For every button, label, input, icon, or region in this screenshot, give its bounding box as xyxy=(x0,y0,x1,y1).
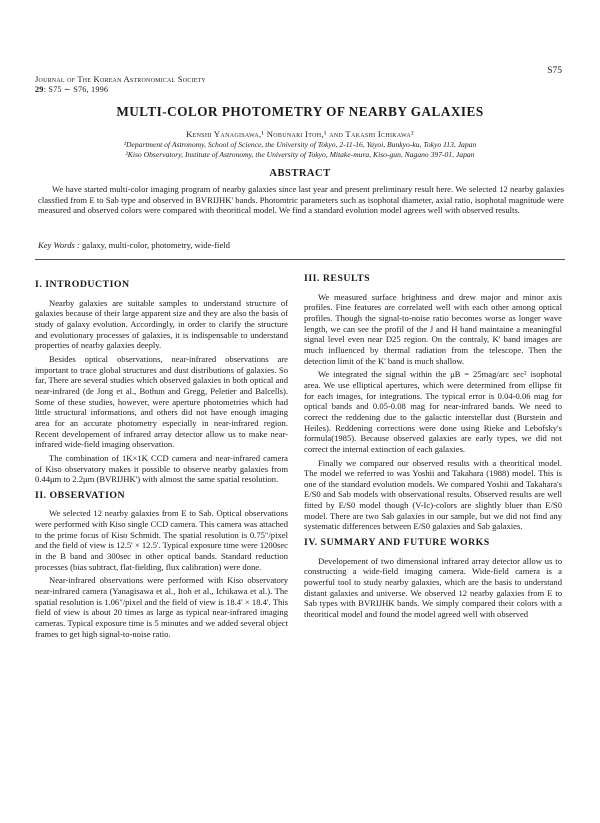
paragraph: Besides optical observations, near-infrared observations are important to trace global structures and dust distributions of galaxies. So far, There are several studies which observed galaxies in both optical and near-infrared (de Jong et al., Bothun and Gregg, Peletier and Balcells). Some of these studies, however, were aperture photometries which had little structural informations, and others did not have enough imaging area for an accurate photometry especially in near-infrared region. Recent developement of infrared array detector allow us to make near-infrared wide-field imaging observation. xyxy=(35,353,288,450)
affiliation-2: ²Kiso Observatory, Institute of Astronomy, the University of Tokyo, Mitake-mura, Kiso-gun, Nagano 397-01, Japan xyxy=(125,150,475,159)
right-column xyxy=(304,274,562,623)
paragraph: Nearby galaxies are suitable samples to understand structure of galaxies because of their large apparent size and they are also the basis of study of galaxy evolution. Accordingly, in order to clarify the structure and evolutionary processes of galaxies, it is indispensable to understand properties of nearby galaxies deeply. xyxy=(35,297,288,351)
journal-pages: : S75 ∼ S76, 1996 xyxy=(43,84,109,94)
paragraph: The combination of 1K×1K CCD camera and near-infrared camera of Kiso observatory makes it possible to observe nearby galaxies from 0.44μm to 2.2μm (BVRIJHK') with almost the same spatial resolution. xyxy=(35,452,288,485)
left-column xyxy=(35,274,288,642)
section-heading-summary: IV. SUMMARY AND FUTURE WORKS xyxy=(304,537,490,549)
journal-volume: 29 xyxy=(35,84,44,94)
paragraph: We measured surface brightness and drew major and minor axis profiles. Fine features are correlated well with each other among optical profiles. Though the signal-to-noise ratio becomes worse as longer wave length, we can see the profil of the J and H band maintaine a meaningful signal level even near D25 region. On the contraly, K' band images are much influenced by thermal radiation from the telescope. Then the detection limit of the K' band is much shallow. xyxy=(304,291,562,366)
abstract-text: We have started multi-color imaging program of nearby galaxies since last year and present preliminary result here. We selected 12 nearby galaxies classfied from E to Sab type and observed in BVRIJHK' bands. Photomtric parameters such as isophotal diameter, axial ratio, isophotal magnitude were measured and observed colors were compared with theoritical model. We find a standard evolution model agrees well with observed results. xyxy=(38,184,564,216)
keywords-text: galaxy, multi-color, photometry, wide-field xyxy=(79,240,230,250)
page-number: S75 xyxy=(547,66,562,76)
paragraph: Near-infrared observations were performed with Kiso observatory near-infrared camera (Yanagisawa et al., Itoh et al., Ichikawa et al.). The spatial resolution is 1.06"/pixel and the field of view is 18.4' × 18.4'. This field of view is about 20 times as large as typical near-infrared imaging cameras. Typical exposure time is 5 minutes and we added several object frames to get high signal-to-noise ratio. xyxy=(35,575,288,639)
paper-title: MULTI-COLOR PHOTOMETRY OF NEARBY GALAXIES xyxy=(116,104,484,119)
section-heading-introduction: I. INTRODUCTION xyxy=(35,279,130,290)
section-heading-observation: II. OBSERVATION xyxy=(35,489,126,501)
journal-name: Journal of The Korean Astronomical Society xyxy=(35,74,206,84)
paragraph: We integrated the signal within the μB = 25mag/arc sec² isophotal area. We use elliptical apertures, which were determined from ellipse fit for each images, for integrations. The typical error is 0.04-0.06 mag for optical bands and 0.05-0.08 mag for near-infrared bands. We need to correct the reddening due to the galactic interstellar dust (Burstein and Heiles). Reddening corrections were done using Rieke and Lebofsky's formula(1985). Because observed galaxies are early types, we did not correct the internal extinction of each galaxies. xyxy=(304,369,562,454)
journal-header xyxy=(35,74,206,95)
affiliation-1: ¹Department of Astronomy, School of Science, the University of Tokyo, 2-11-16, Yayoi, Bunkyo-ku, Tokyo 113, Japan xyxy=(123,140,477,149)
paragraph: Finally we compared our observed results with a theoritical model. The model we referred to was Yoshii and Takahara (1988) model. This is one of the standard evolution models. We compared Yoshii and Takahara's E/S0 and Sab models with observational results. Observed results are well fitted by E/S0 model though (V-Ic)-colors are slightly bluer than E/S0 model. There are two Sab galaxies in our sample, but we did not find any systematic differences between E/S0 galaxies and Sab galaxies. xyxy=(304,457,562,532)
paragraph: Developement of two dimensional infrared array detector allow us to constructing a wide-field imaging camera. Wide-field camera is a powerful tool to study nearby galaxies, which are the basis to understand distant galaxies and universe. We observed 12 nearby galaxies from E to Sab types with BVRIJHK bands. We simply compared their colors with a theoritical model and found the model agreed well with observed xyxy=(304,555,562,620)
paragraph: We selected 12 nearby galaxies from E to Sab. Optical observations were performed with Kiso single CCD camera. This camera was attached to the prime focus of Kiso Schmidt. The spatial resolution is 0.75"/pixel and the field of view is 12.5' × 12.5'. Typical exposure time were 1200sec in the B band and 300sec in other optical bands. Standard reduction processes (bias subtract, flat-fielding, flux calibration) were done. xyxy=(35,508,288,572)
abstract-heading: ABSTRACT xyxy=(269,168,331,179)
keywords xyxy=(38,240,564,250)
author-list: Kenshi Yanagisawa,¹ Nobunari Itoh,¹ and Takashi Ichikawa² xyxy=(186,129,414,139)
section-heading-results: III. RESULTS xyxy=(304,273,371,284)
section-divider xyxy=(35,259,565,260)
journal-citation xyxy=(35,85,206,96)
keywords-label: Key Words : xyxy=(38,240,80,250)
